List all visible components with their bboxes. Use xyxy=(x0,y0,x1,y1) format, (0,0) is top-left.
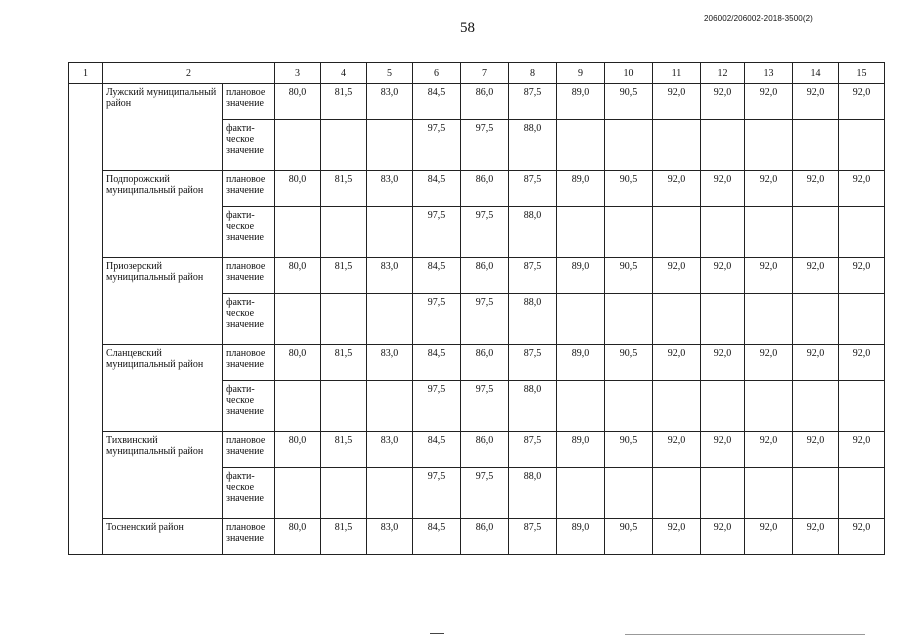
actual-value-cell xyxy=(557,294,605,345)
planned-value-cell: 87,5 xyxy=(509,258,557,294)
planned-value-cell: 87,5 xyxy=(509,345,557,381)
actual-value-cell: 88,0 xyxy=(509,207,557,258)
actual-value-cell: 97,5 xyxy=(413,207,461,258)
actual-value-cell: 97,5 xyxy=(461,294,509,345)
planned-value-cell: 92,0 xyxy=(745,171,793,207)
planned-value-cell: 83,0 xyxy=(367,84,413,120)
actual-value-cell xyxy=(557,468,605,519)
planned-value-cell: 86,0 xyxy=(461,345,509,381)
header-cell-14: 14 xyxy=(793,63,839,84)
planned-value-cell: 80,0 xyxy=(275,519,321,555)
planned-value-cell: 92,0 xyxy=(745,432,793,468)
actual-value-cell xyxy=(793,120,839,171)
table-row xyxy=(69,171,885,207)
actual-value-cell xyxy=(653,120,701,171)
actual-value-cell xyxy=(653,294,701,345)
planned-value-cell: 92,0 xyxy=(653,432,701,468)
actual-value-cell xyxy=(275,294,321,345)
actual-value-cell xyxy=(321,381,367,432)
planned-value-cell: 90,5 xyxy=(605,84,653,120)
planned-value-cell: 92,0 xyxy=(701,345,745,381)
planned-value-cell: 92,0 xyxy=(793,432,839,468)
planned-value-cell: 89,0 xyxy=(557,84,605,120)
planned-value-cell: 92,0 xyxy=(653,171,701,207)
actual-value-cell xyxy=(745,120,793,171)
planned-value-cell: 84,5 xyxy=(413,258,461,294)
actual-value-label: факти-ческое значение xyxy=(223,294,275,345)
actual-value-cell xyxy=(321,207,367,258)
planned-value-label: плановое значение xyxy=(223,519,275,555)
actual-value-cell: 88,0 xyxy=(509,294,557,345)
planned-value-cell: 81,5 xyxy=(321,345,367,381)
header-cell-5: 5 xyxy=(367,63,413,84)
actual-value-cell: 88,0 xyxy=(509,381,557,432)
actual-value-cell xyxy=(701,120,745,171)
planned-value-cell: 92,0 xyxy=(839,84,885,120)
actual-value-cell xyxy=(793,294,839,345)
actual-value-cell: 97,5 xyxy=(413,468,461,519)
planned-value-cell: 87,5 xyxy=(509,432,557,468)
planned-value-cell: 84,5 xyxy=(413,432,461,468)
planned-value-cell: 83,0 xyxy=(367,258,413,294)
planned-value-cell: 80,0 xyxy=(275,432,321,468)
actual-value-cell xyxy=(745,468,793,519)
scan-mark xyxy=(430,633,444,634)
header-cell-6: 6 xyxy=(413,63,461,84)
planned-value-cell: 87,5 xyxy=(509,84,557,120)
planned-value-cell: 90,5 xyxy=(605,345,653,381)
planned-value-cell: 92,0 xyxy=(839,432,885,468)
actual-value-cell xyxy=(839,468,885,519)
indicator-table xyxy=(68,62,885,555)
planned-value-label: плановое значение xyxy=(223,432,275,468)
actual-value-cell xyxy=(557,120,605,171)
actual-value-cell xyxy=(839,294,885,345)
actual-value-cell xyxy=(605,468,653,519)
header-cell-13: 13 xyxy=(745,63,793,84)
actual-value-cell xyxy=(653,381,701,432)
planned-value-cell: 92,0 xyxy=(701,519,745,555)
actual-value-cell xyxy=(367,120,413,171)
planned-value-cell: 80,0 xyxy=(275,171,321,207)
planned-value-cell: 84,5 xyxy=(413,84,461,120)
actual-value-cell xyxy=(605,294,653,345)
planned-value-cell: 92,0 xyxy=(793,84,839,120)
actual-value-cell: 97,5 xyxy=(461,120,509,171)
actual-value-cell xyxy=(701,468,745,519)
header-cell-9: 9 xyxy=(557,63,605,84)
actual-value-cell xyxy=(275,468,321,519)
header-cell-2: 2 xyxy=(103,63,275,84)
planned-value-cell: 84,5 xyxy=(413,519,461,555)
actual-value-label: факти-ческое значение xyxy=(223,120,275,171)
actual-value-cell xyxy=(367,381,413,432)
planned-value-cell: 87,5 xyxy=(509,171,557,207)
planned-value-cell: 92,0 xyxy=(745,258,793,294)
actual-value-cell: 97,5 xyxy=(413,294,461,345)
planned-value-cell: 86,0 xyxy=(461,84,509,120)
header-cell-4: 4 xyxy=(321,63,367,84)
actual-value-cell: 97,5 xyxy=(461,207,509,258)
planned-value-label: плановое значение xyxy=(223,171,275,207)
planned-value-cell: 89,0 xyxy=(557,519,605,555)
table-row xyxy=(69,519,885,555)
planned-value-cell: 90,5 xyxy=(605,258,653,294)
actual-value-cell xyxy=(275,381,321,432)
scan-mark xyxy=(625,634,865,635)
planned-value-cell: 86,0 xyxy=(461,258,509,294)
actual-value-cell xyxy=(605,381,653,432)
planned-value-cell: 92,0 xyxy=(839,519,885,555)
planned-value-cell: 92,0 xyxy=(653,345,701,381)
planned-value-cell: 83,0 xyxy=(367,171,413,207)
planned-value-label: плановое значение xyxy=(223,84,275,120)
table-row xyxy=(69,84,885,120)
planned-value-cell: 92,0 xyxy=(839,345,885,381)
planned-value-cell: 92,0 xyxy=(793,258,839,294)
planned-value-cell: 90,5 xyxy=(605,432,653,468)
actual-value-cell xyxy=(701,381,745,432)
planned-value-cell: 92,0 xyxy=(701,84,745,120)
actual-value-cell xyxy=(605,207,653,258)
actual-value-cell: 97,5 xyxy=(413,381,461,432)
actual-value-cell: 97,5 xyxy=(461,381,509,432)
planned-value-cell: 86,0 xyxy=(461,432,509,468)
actual-value-cell xyxy=(367,468,413,519)
planned-value-cell: 92,0 xyxy=(793,171,839,207)
planned-value-cell: 83,0 xyxy=(367,345,413,381)
planned-value-cell: 81,5 xyxy=(321,432,367,468)
district-name: Тихвинский муниципальный район xyxy=(103,432,223,519)
actual-value-cell xyxy=(557,381,605,432)
header-row xyxy=(69,63,885,84)
planned-value-cell: 86,0 xyxy=(461,171,509,207)
actual-value-cell xyxy=(557,207,605,258)
planned-value-cell: 89,0 xyxy=(557,258,605,294)
actual-value-cell: 88,0 xyxy=(509,468,557,519)
planned-value-label: плановое значение xyxy=(223,345,275,381)
actual-value-label: факти-ческое значение xyxy=(223,381,275,432)
planned-value-cell: 90,5 xyxy=(605,171,653,207)
header-cell-1: 1 xyxy=(69,63,103,84)
header-cell-12: 12 xyxy=(701,63,745,84)
header-cell-15: 15 xyxy=(839,63,885,84)
planned-value-cell: 83,0 xyxy=(367,519,413,555)
header-cell-8: 8 xyxy=(509,63,557,84)
planned-value-cell: 83,0 xyxy=(367,432,413,468)
actual-value-cell xyxy=(653,468,701,519)
planned-value-cell: 92,0 xyxy=(653,258,701,294)
actual-value-cell xyxy=(839,207,885,258)
actual-value-cell: 97,5 xyxy=(413,120,461,171)
planned-value-cell: 89,0 xyxy=(557,432,605,468)
actual-value-cell xyxy=(701,207,745,258)
actual-value-cell: 97,5 xyxy=(461,468,509,519)
actual-value-cell xyxy=(275,120,321,171)
actual-value-cell: 88,0 xyxy=(509,120,557,171)
district-name: Лужский муниципальный район xyxy=(103,84,223,171)
actual-value-cell xyxy=(321,468,367,519)
actual-value-label: факти-ческое значение xyxy=(223,207,275,258)
planned-value-cell: 81,5 xyxy=(321,519,367,555)
planned-value-cell: 80,0 xyxy=(275,345,321,381)
actual-value-cell xyxy=(367,294,413,345)
planned-value-cell: 87,5 xyxy=(509,519,557,555)
header-cell-3: 3 xyxy=(275,63,321,84)
planned-value-cell: 84,5 xyxy=(413,345,461,381)
planned-value-cell: 80,0 xyxy=(275,84,321,120)
planned-value-cell: 92,0 xyxy=(839,258,885,294)
actual-value-cell xyxy=(653,207,701,258)
planned-value-cell: 81,5 xyxy=(321,84,367,120)
district-name: Подпорожский муниципальный район xyxy=(103,171,223,258)
planned-value-cell: 89,0 xyxy=(557,171,605,207)
planned-value-cell: 80,0 xyxy=(275,258,321,294)
actual-value-cell xyxy=(321,294,367,345)
table-row xyxy=(69,345,885,381)
planned-value-cell: 92,0 xyxy=(793,345,839,381)
actual-value-cell xyxy=(605,120,653,171)
table-row xyxy=(69,258,885,294)
table-row xyxy=(69,432,885,468)
planned-value-cell: 92,0 xyxy=(745,519,793,555)
planned-value-cell: 92,0 xyxy=(701,171,745,207)
district-name: Приозерский муниципальный район xyxy=(103,258,223,345)
document-code: 206002/206002-2018-3500(2) xyxy=(704,14,813,23)
table-body xyxy=(69,63,885,555)
actual-value-cell xyxy=(793,381,839,432)
page-number: 58 xyxy=(460,20,475,36)
planned-value-cell: 92,0 xyxy=(701,258,745,294)
planned-value-cell: 89,0 xyxy=(557,345,605,381)
actual-value-cell xyxy=(839,381,885,432)
actual-value-cell xyxy=(275,207,321,258)
district-name: Тосненский район xyxy=(103,519,223,555)
planned-value-cell: 90,5 xyxy=(605,519,653,555)
header-cell-11: 11 xyxy=(653,63,701,84)
planned-value-cell: 92,0 xyxy=(745,345,793,381)
actual-value-cell xyxy=(701,294,745,345)
planned-value-cell: 92,0 xyxy=(745,84,793,120)
planned-value-cell: 86,0 xyxy=(461,519,509,555)
indicator-table-container xyxy=(68,62,885,555)
planned-value-cell: 81,5 xyxy=(321,171,367,207)
actual-value-cell xyxy=(745,381,793,432)
actual-value-cell xyxy=(839,120,885,171)
planned-value-cell: 92,0 xyxy=(653,84,701,120)
row-index-column xyxy=(69,84,103,555)
actual-value-cell xyxy=(793,207,839,258)
planned-value-cell: 92,0 xyxy=(839,171,885,207)
actual-value-cell xyxy=(367,207,413,258)
actual-value-cell xyxy=(793,468,839,519)
actual-value-cell xyxy=(745,207,793,258)
planned-value-cell: 81,5 xyxy=(321,258,367,294)
planned-value-cell: 92,0 xyxy=(793,519,839,555)
actual-value-label: факти-ческое значение xyxy=(223,468,275,519)
planned-value-cell: 92,0 xyxy=(701,432,745,468)
header-cell-10: 10 xyxy=(605,63,653,84)
planned-value-cell: 92,0 xyxy=(653,519,701,555)
planned-value-cell: 84,5 xyxy=(413,171,461,207)
header-cell-7: 7 xyxy=(461,63,509,84)
planned-value-label: плановое значение xyxy=(223,258,275,294)
actual-value-cell xyxy=(745,294,793,345)
actual-value-cell xyxy=(321,120,367,171)
district-name: Сланцевский муниципальный район xyxy=(103,345,223,432)
